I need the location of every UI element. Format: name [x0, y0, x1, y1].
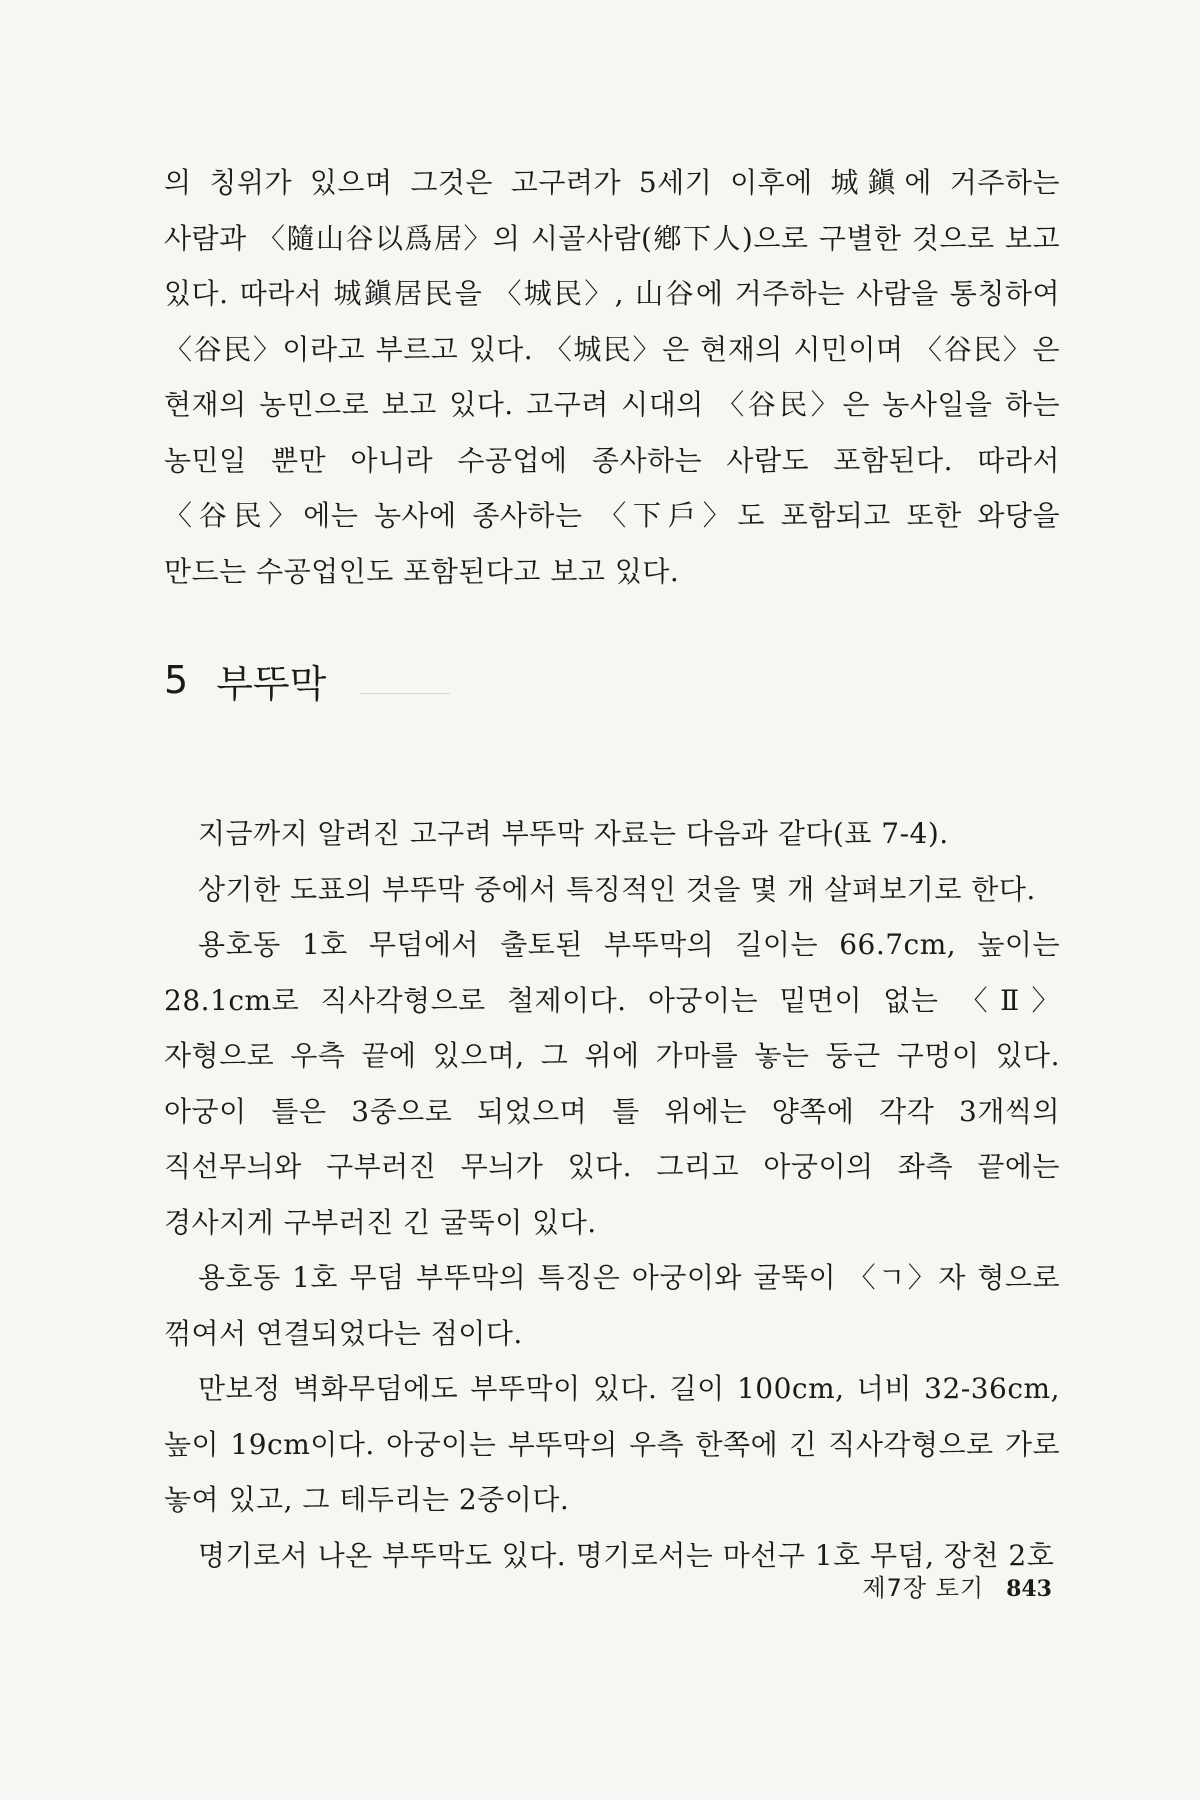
section-number: 5	[164, 658, 189, 702]
body-paragraph: 명기로서 나온 부뚜막도 있다. 명기로서는 마선구 1호 무덤, 장천 2호	[198, 1538, 1055, 1572]
body-paragraph: 지금까지 알려진 고구려 부뚜막 자료는 다음과 같다(표 7-4).	[198, 817, 949, 850]
intro-paragraph: 의 칭위가 있으며 그것은 고구려가 5세기 이후에 城鎭에 거주하는 사람과 〈隨山谷以爲居〉의 시골사람(鄕下人)으로 구별한 것으로 보고 있다. 따라서 城鎭居民을 〈城民〉, 山谷에 거주하는 사람을 통칭하여 〈谷民〉이라고 부르고 있다. 〈城民〉은 현재의 시민이며 〈谷民〉은 현재의 농민으로 보고 있다. 고구려 시대의 〈谷民〉은 농사일을 하는 농민일 뿐만 아니라 수공업에 종사하는 사람도 포함된다. 따라서 〈谷民〉에는 농사에 종사하는 〈下戶〉도 포함되고 또한 와당을 만드는 수공업인도 포함된다고 보고 있다.	[164, 166, 1060, 588]
section-heading	[164, 650, 326, 710]
body-paragraph: 만보정 벽화무덤에도 부뚜막이 있다. 길이 100cm, 너비 32-36cm, 높이 19cm이다. 아궁이는 부뚜막의 우측 한쪽에 긴 직사각형으로 가로 놓여 있고, 그 테두리는 2중이다.	[164, 1372, 1060, 1516]
page-number: 843	[1006, 1576, 1052, 1602]
body-paragraph: 용호동 1호 무덤 부뚜막의 특징은 아궁이와 굴뚝이 〈ㄱ〉자 형으로 꺾여서 연결되었다는 점이다.	[164, 1261, 1060, 1350]
section-heading-rule	[360, 693, 450, 694]
intro-text-block	[164, 155, 1060, 599]
running-footer-chapter: 제7장 토기	[862, 1574, 985, 1602]
body-text-block	[164, 806, 1060, 1583]
body-paragraph: 상기한 도표의 부뚜막 중에서 특징적인 것을 몇 개 살펴보기로 한다.	[198, 872, 1036, 906]
body-paragraph: 용호동 1호 무덤에서 출토된 부뚜막의 길이는 66.7cm, 높이는 28.1cm로 직사각형으로 철제이다. 아궁이는 밑면이 없는 〈Ⅱ〉자형으로 우측 끝에 있으며, 그 위에 가마를 놓는 둥근 구멍이 있다. 아궁이 틀은 3중으로 되었으며 틀 위에는 양쪽에 각각 3개씩의 직선무늬와 구부러진 무늬가 있다. 그리고 아궁이의 좌측 끝에는 경사지게 구부러진 긴 굴뚝이 있다.	[164, 928, 1060, 1239]
page-footer	[862, 1568, 1052, 1603]
section-title: 부뚜막	[216, 661, 327, 706]
